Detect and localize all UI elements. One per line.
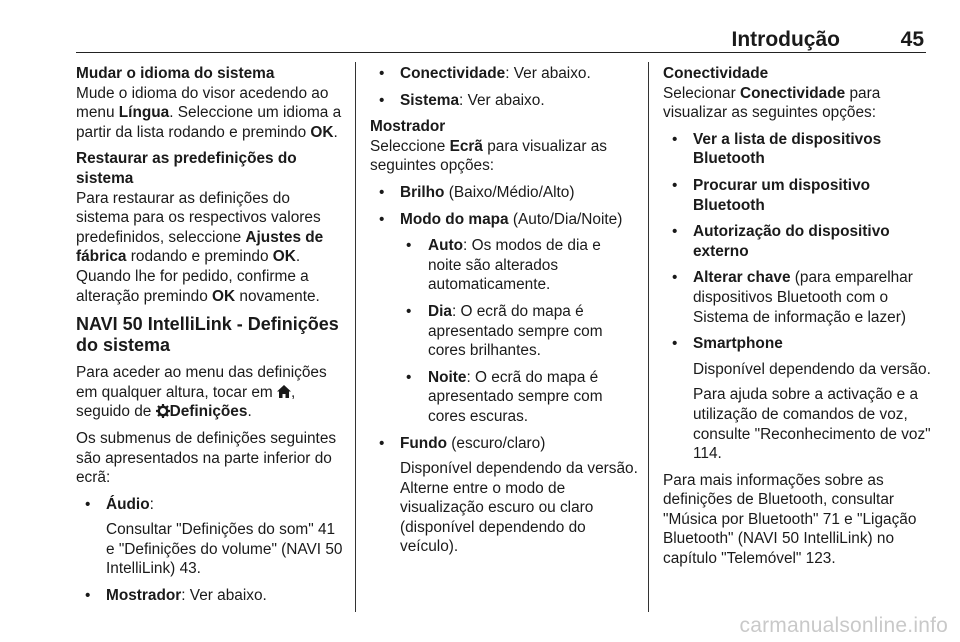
bullet-icon: • (672, 176, 678, 194)
bullet-icon: • (379, 65, 385, 82)
column-3 (663, 64, 931, 569)
paragraph: Mude o idioma do visor acedendo ao menu Língua. Seleccione um idioma a partir da lista rodando e premindo OK. (76, 84, 342, 141)
sub-list-item: • Auto: Os modos de dia e noite são alterados automaticamente. (406, 237, 601, 294)
column-1 (76, 64, 344, 606)
bullet-icon: • (379, 434, 385, 452)
list-item: • Áudio: (85, 495, 154, 513)
paragraph: Para aceder ao menu das definições em qualquer altura, tocar em , seguido de Definições. (76, 364, 327, 421)
bullet-icon: • (406, 302, 412, 320)
list-item-text: Consultar "Definições do som" 41 e "Definições do volume" (NAVI 50 IntelliLink) 43. (106, 521, 343, 578)
bullet-icon: • (85, 495, 91, 513)
paragraph: Seleccione Ecrã para visualizar as seguintes opções: (370, 137, 607, 175)
paragraph: Os submenus de definições seguintes são apresentados na parte inferior do ecrã: (76, 429, 337, 487)
paragraph: Para restaurar as definições do sistema para os respectivos valores predefinidos, seleccione Ajustes de fábrica rodando e premindo OK. Quando lhe for pedido, confirme a alteração premindo OK novamente. (76, 189, 324, 305)
list-item: • Mostrador: Ver abaixo. (85, 587, 267, 605)
list-item-text: Para ajuda sobre a activação e a utilização de comandos de voz, consulte "Reconhecimento de voz" 114. (693, 386, 931, 463)
sub-list-item: • Dia: O ecrã do mapa é apresentado sempre com cores brilhantes. (406, 302, 603, 360)
list-item: • Smartphone (672, 335, 783, 353)
section-heading: Mostrador (370, 118, 446, 136)
bullet-icon: • (672, 335, 678, 353)
gear-icon (156, 404, 170, 418)
list-item: • Sistema: Ver abaixo. (379, 91, 545, 109)
home-icon (277, 385, 291, 398)
bullet-icon: • (379, 91, 385, 109)
list-item: • Modo do mapa (Auto/Dia/Noite) (379, 210, 623, 228)
column-divider (648, 62, 649, 612)
bullet-icon: • (406, 237, 412, 255)
page-title: Introdução (731, 28, 840, 51)
paragraph: Selecionar Conectividade para visualizar as seguintes opções: (663, 84, 881, 122)
list-item: • Procurar um dispositivo Bluetooth (672, 176, 871, 214)
bullet-icon: • (672, 223, 678, 241)
bullet-icon: • (85, 587, 91, 605)
list-item: • Fundo (escuro/claro) (379, 434, 546, 452)
section-heading: Restaurar as predefinições do sistema (76, 150, 297, 187)
list-item: • Conectividade: Ver abaixo. (379, 65, 591, 82)
page-number: 45 (900, 28, 924, 51)
list-item-text: Disponível dependendo da versão. (693, 360, 931, 378)
watermark: carmanualsonline.info (739, 614, 948, 637)
list-item: • Brilho (Baixo/Médio/Alto) (379, 183, 575, 201)
page-header (76, 26, 926, 53)
bullet-icon: • (672, 269, 678, 287)
list-item: • Autorização do dispositivo externo (672, 223, 890, 260)
sub-list-item: • Noite: O ecrã do mapa é apresentado sempre com cores escuras. (406, 368, 603, 425)
column-2 (370, 64, 638, 557)
bullet-icon: • (379, 183, 385, 201)
bullet-icon: • (672, 130, 678, 148)
bullet-icon: • (406, 368, 412, 386)
chapter-heading: NAVI 50 IntelliLink - Definições do sistema (76, 314, 339, 356)
list-item: • Ver a lista de dispositivos Bluetooth (672, 130, 882, 168)
list-item-text: Disponível dependendo da versão. Alterne entre o modo de visualização escuro ou claro (disponível dependendo do veículo). (400, 460, 638, 556)
section-heading: Conectividade (663, 65, 769, 82)
column-divider (355, 62, 356, 612)
list-item: • Alterar chave (para emparelhar dispositivos Bluetooth com o Sistema de informação e lazer) (672, 269, 913, 326)
bullet-icon: • (379, 210, 385, 228)
paragraph: Para mais informações sobre as definições de Bluetooth, consultar "Música por Bluetooth" 71 e "Ligação Bluetooth" (NAVI 50 IntelliLink) no capítulo "Telemóvel" 123. (663, 471, 917, 568)
section-heading: Mudar o idioma do sistema (76, 65, 275, 82)
